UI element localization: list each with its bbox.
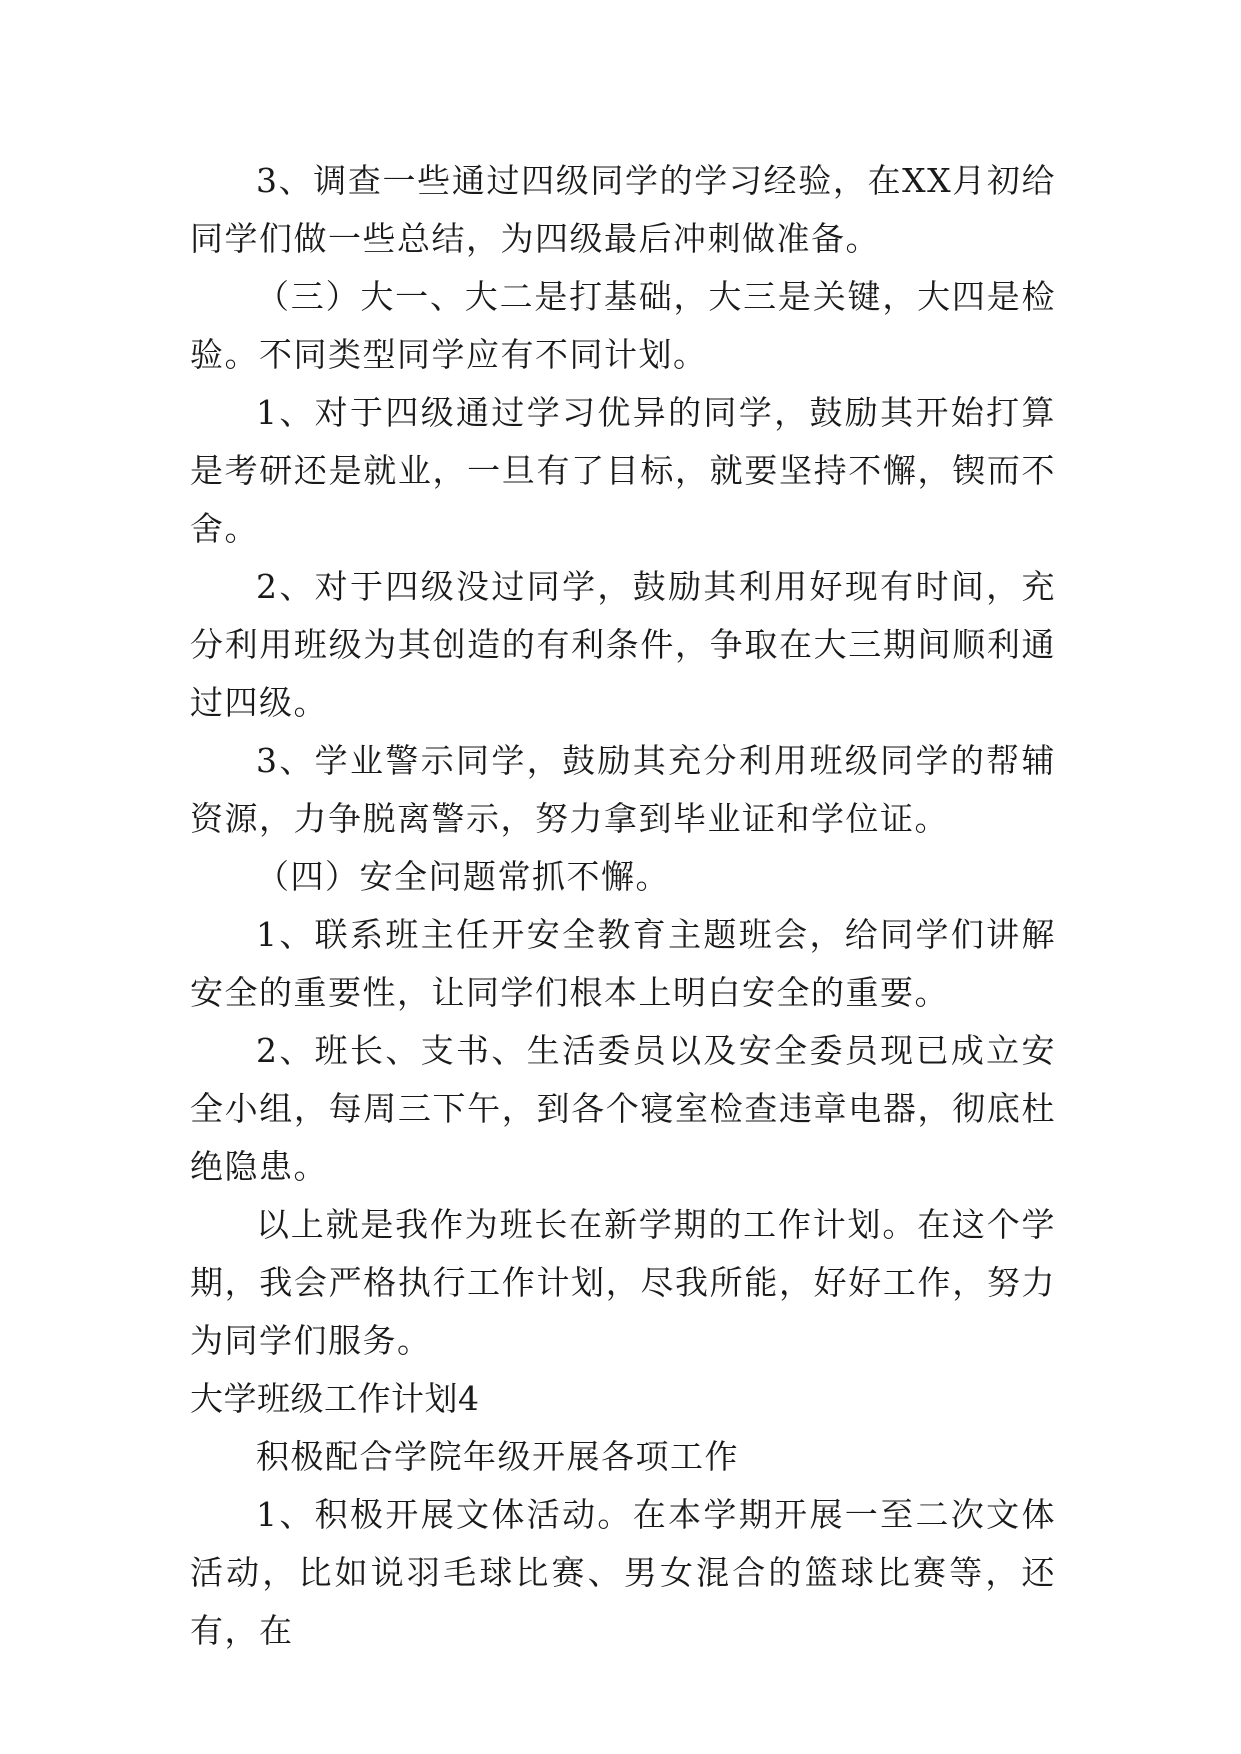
section-title: 大学班级工作计划4 bbox=[190, 1379, 480, 1418]
paragraph-section-three: （三）大一、大二是打基础，大三是关键，大四是检验。不同类型同学应有不同计划。 bbox=[190, 277, 1056, 374]
paragraph-academic-warning: 3、学业警示同学，鼓励其充分利用班级同学的帮辅资源，力争脱离警示，努力拿到毕业证和学位证。 bbox=[190, 741, 1056, 838]
paragraph-conclusion: 以上就是我作为班长在新学期的工作计划。在这个学期，我会严格执行工作计划，尽我所能，好好工作，努力为同学们服务。 bbox=[190, 1205, 1056, 1360]
paragraph-section-four: （四）安全问题常抓不懈。 bbox=[256, 857, 670, 896]
paragraph-safety-meeting: 1、联系班主任开安全教育主题班会，给同学们讲解安全的重要性，让同学们根本上明白安全的重要。 bbox=[190, 915, 1056, 1012]
paragraph-survey-experience: 3、调查一些通过四级同学的学习经验，在XX月初给同学们做一些总结，为四级最后冲刺做准备。 bbox=[190, 161, 1056, 258]
document-body bbox=[190, 152, 1056, 1660]
paragraph-failed-students: 2、对于四级没过同学，鼓励其利用好现有时间，充分利用班级为其创造的有利条件，争取在大三期间顺利通过四级。 bbox=[190, 567, 1056, 722]
paragraph-safety-group: 2、班长、支书、生活委员以及安全委员现已成立安全小组，每周三下午，到各个寝室检查违章电器，彻底杜绝隐患。 bbox=[190, 1031, 1056, 1186]
paragraph-excellent-students: 1、对于四级通过学习优异的同学，鼓励其开始打算是考研还是就业，一旦有了目标，就要坚持不懈，锲而不舍。 bbox=[190, 393, 1056, 548]
paragraph-cooperate: 积极配合学院年级开展各项工作 bbox=[256, 1437, 739, 1476]
paragraph-sports-activities: 1、积极开展文体活动。在本学期开展一至二次文体活动，比如说羽毛球比赛、男女混合的篮球比赛等，还有，在 bbox=[190, 1495, 1056, 1650]
